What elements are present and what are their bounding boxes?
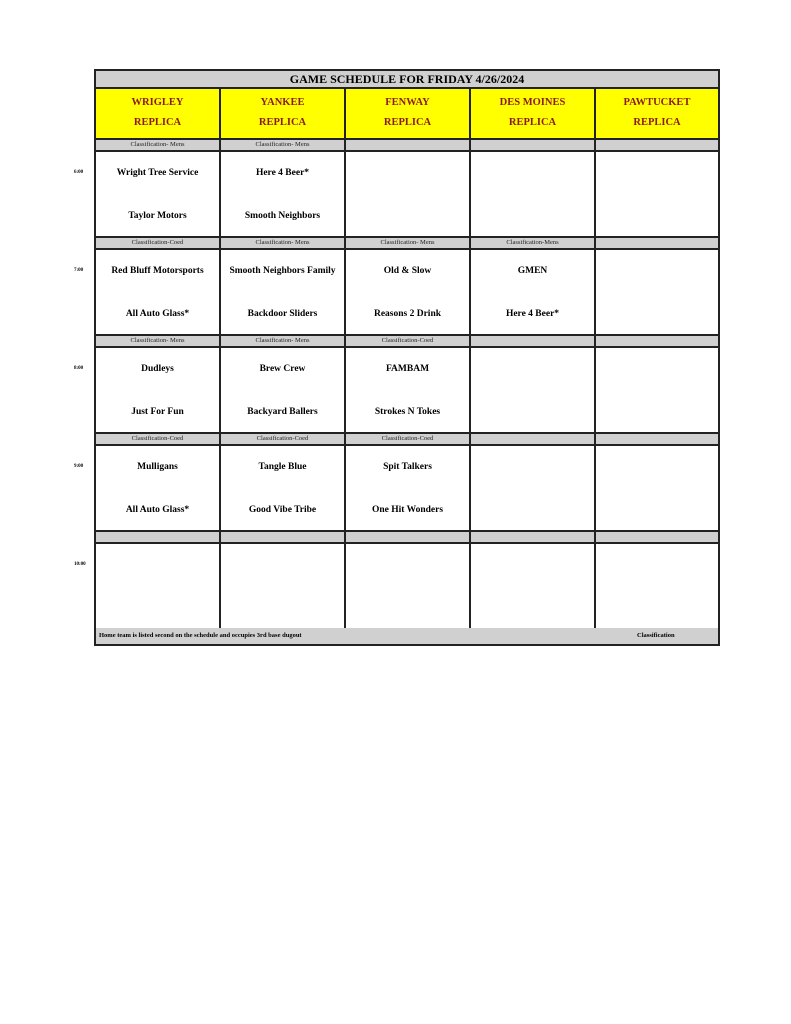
game-cell — [346, 152, 471, 236]
classification-cell — [596, 238, 718, 248]
field-sub: REPLICA — [633, 117, 681, 128]
game-cell — [346, 250, 471, 334]
classification-cell: Classification- Mens — [96, 336, 221, 346]
game-cell — [221, 152, 346, 236]
classification-cell: Classification- Mens — [221, 336, 346, 346]
field-header-fenway — [346, 89, 471, 138]
classification-cell — [596, 434, 718, 444]
field-header-pawtucket — [596, 89, 718, 138]
classification-cell — [221, 532, 346, 542]
schedule-table — [94, 69, 720, 646]
classification-cell: Classification-Coed — [346, 434, 471, 444]
classification-row — [96, 532, 718, 544]
field-sub: REPLICA — [508, 117, 557, 128]
game-cell — [221, 544, 346, 628]
field-header-yankee — [221, 89, 346, 138]
game-cell — [346, 446, 471, 530]
classification-cell: Classification-Coed — [221, 434, 346, 444]
home-team: Backdoor Sliders — [247, 309, 318, 319]
away-team: Tangle Blue — [258, 462, 307, 472]
away-team: FAMBAM — [385, 364, 430, 374]
game-cell — [596, 446, 718, 530]
schedule-title: GAME SCHEDULE FOR FRIDAY 4/26/2024 — [96, 71, 718, 89]
home-team: Backyard Ballers — [247, 407, 318, 417]
game-cell — [471, 152, 596, 236]
away-team: GMEN — [517, 266, 548, 276]
field-sub: REPLICA — [258, 117, 307, 128]
footer-classification: Classification — [637, 632, 675, 639]
game-cell — [471, 348, 596, 432]
game-cell — [596, 152, 718, 236]
classification-cell: Classification- Mens — [96, 140, 221, 150]
classification-row — [96, 238, 718, 250]
away-team: Dudleys — [141, 364, 174, 374]
time-label: 7:00 — [74, 268, 84, 273]
field-name: FENWAY — [385, 97, 430, 108]
away-team: Red Bluff Motorsports — [111, 266, 204, 276]
game-cell — [471, 446, 596, 530]
game-cell — [96, 348, 221, 432]
classification-cell: Classification-Coed — [346, 336, 471, 346]
field-name: WRIGLEY — [131, 97, 184, 108]
home-team: Just For Fun — [131, 407, 184, 417]
home-team: One Hit Wonders — [371, 505, 444, 515]
game-row — [96, 152, 718, 238]
away-team: Mulligans — [137, 462, 178, 472]
home-team: Reasons 2 Drink — [373, 309, 442, 319]
game-cell — [596, 348, 718, 432]
game-cell — [471, 250, 596, 334]
classification-cell: Classification- Mens — [221, 238, 346, 248]
game-cell — [96, 544, 221, 628]
classification-cell: Classification- Mens — [346, 238, 471, 248]
classification-cell — [96, 532, 221, 542]
away-team: Wright Tree Service — [116, 168, 199, 178]
classification-row — [96, 336, 718, 348]
home-team: Good Vibe Tribe — [248, 505, 317, 515]
away-team: Smooth Neighbors Family — [229, 266, 336, 276]
field-header-row — [96, 89, 718, 140]
game-row — [96, 544, 718, 630]
time-label: 10:00 — [74, 562, 86, 567]
away-team: Old & Slow — [383, 266, 432, 276]
field-header-des-moines — [471, 89, 596, 138]
classification-cell — [596, 336, 718, 346]
game-cell — [596, 544, 718, 628]
time-label: 9:00 — [74, 464, 84, 469]
classification-cell — [596, 532, 718, 542]
home-team: Taylor Motors — [128, 211, 187, 221]
classification-cell: Classification-Coed — [96, 238, 221, 248]
field-header-wrigley — [96, 89, 221, 138]
field-name: YANKEE — [260, 97, 305, 108]
home-team: Smooth Neighbors — [244, 211, 321, 221]
time-label: 6:00 — [74, 170, 84, 175]
game-row — [96, 250, 718, 336]
footer-bar — [96, 628, 718, 644]
game-cell — [96, 152, 221, 236]
home-team: All Auto Glass* — [125, 309, 190, 319]
game-cell — [221, 446, 346, 530]
game-cell — [96, 250, 221, 334]
field-sub: REPLICA — [383, 117, 432, 128]
field-name: DES MOINES — [499, 97, 566, 108]
classification-cell — [471, 434, 596, 444]
classification-cell: Classification-Mens — [471, 238, 596, 248]
time-label: 8:00 — [74, 366, 84, 371]
classification-cell — [346, 532, 471, 542]
classification-cell — [471, 336, 596, 346]
away-team: Here 4 Beer* — [255, 168, 310, 178]
game-cell — [221, 348, 346, 432]
game-cell — [596, 250, 718, 334]
classification-cell — [596, 140, 718, 150]
game-cell — [96, 446, 221, 530]
field-name: PAWTUCKET — [623, 97, 691, 108]
classification-row — [96, 434, 718, 446]
away-team: Brew Crew — [259, 364, 306, 374]
classification-cell — [471, 532, 596, 542]
footer-note: Home team is listed second on the schedule and occupies 3rd base dugout — [99, 632, 302, 639]
game-row — [96, 348, 718, 434]
classification-cell — [346, 140, 471, 150]
game-cell — [346, 348, 471, 432]
home-team: Here 4 Beer* — [505, 309, 560, 319]
game-cell — [471, 544, 596, 628]
classification-row — [96, 140, 718, 152]
home-team: Strokes N Tokes — [374, 407, 441, 417]
game-row — [96, 446, 718, 532]
classification-cell — [471, 140, 596, 150]
game-cell — [221, 250, 346, 334]
field-sub: REPLICA — [133, 117, 182, 128]
game-cell — [346, 544, 471, 628]
classification-cell: Classification-Coed — [96, 434, 221, 444]
home-team: All Auto Glass* — [125, 505, 190, 515]
classification-cell: Classification- Mens — [221, 140, 346, 150]
away-team: Spit Talkers — [383, 462, 432, 472]
